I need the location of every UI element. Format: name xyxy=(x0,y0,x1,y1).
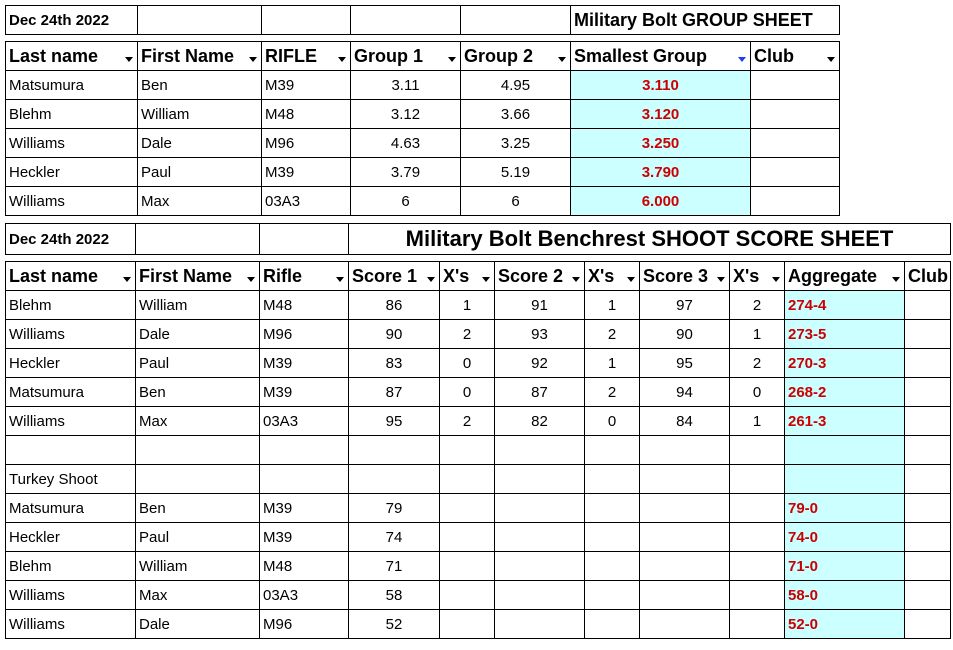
header-x-2[interactable] xyxy=(585,262,640,291)
rifle-cell[interactable]: M96 xyxy=(260,610,349,639)
empty-cell[interactable] xyxy=(730,610,785,639)
empty-cell[interactable] xyxy=(349,436,440,465)
group-1-cell[interactable]: 3.11 xyxy=(351,71,461,100)
filter-dropdown-icon[interactable] xyxy=(336,54,347,65)
header-label: RIFLE xyxy=(265,45,317,66)
table-row xyxy=(6,552,951,581)
rifle-cell[interactable]: M39 xyxy=(260,523,349,552)
spacer xyxy=(6,35,840,42)
x-1-cell[interactable]: 2 xyxy=(440,407,495,436)
last-name-cell[interactable]: Matsumura xyxy=(6,71,138,100)
score-2-cell[interactable]: 91 xyxy=(495,291,585,320)
smallest-group-cell[interactable]: 3.790 xyxy=(571,158,751,187)
cell[interactable] xyxy=(262,6,351,35)
table-row xyxy=(6,100,840,129)
last-name-cell[interactable]: Williams xyxy=(6,610,136,639)
header-x-3[interactable] xyxy=(730,262,785,291)
club-cell[interactable] xyxy=(905,552,951,581)
header-last-name[interactable] xyxy=(6,262,136,291)
rifle-cell[interactable]: M39 xyxy=(260,378,349,407)
group-sheet-title[interactable]: Military Bolt GROUP SHEET xyxy=(571,6,840,35)
score-3-cell[interactable]: 90 xyxy=(640,320,730,349)
empty-cell[interactable] xyxy=(495,494,585,523)
empty-cell[interactable] xyxy=(495,552,585,581)
rifle-cell[interactable]: M48 xyxy=(260,291,349,320)
empty-cell[interactable] xyxy=(905,436,951,465)
cell[interactable] xyxy=(260,224,349,255)
first-name-cell[interactable]: Max xyxy=(136,581,260,610)
score-1-cell[interactable]: 95 xyxy=(349,407,440,436)
club-cell[interactable] xyxy=(905,610,951,639)
empty-cell[interactable] xyxy=(730,523,785,552)
score-3-cell[interactable]: 95 xyxy=(640,349,730,378)
score-3-cell[interactable]: 97 xyxy=(640,291,730,320)
filter-dropdown-icon[interactable] xyxy=(770,274,781,285)
aggregate-cell[interactable]: 79-0 xyxy=(785,494,905,523)
score-1-cell[interactable]: 74 xyxy=(349,523,440,552)
empty-cell[interactable] xyxy=(136,465,260,494)
x-2-cell[interactable]: 2 xyxy=(585,320,640,349)
header-smallest-group[interactable] xyxy=(571,42,751,71)
club-cell[interactable] xyxy=(905,320,951,349)
empty-cell[interactable] xyxy=(440,494,495,523)
last-name-cell[interactable]: Heckler xyxy=(6,523,136,552)
last-name-cell[interactable]: Heckler xyxy=(6,158,138,187)
club-cell[interactable] xyxy=(751,100,840,129)
header-label: Club xyxy=(754,45,794,66)
aggregate-cell[interactable]: 71-0 xyxy=(785,552,905,581)
gap-row xyxy=(6,35,840,42)
table-row xyxy=(6,158,840,187)
rifle-cell[interactable]: M96 xyxy=(262,129,351,158)
score-sheet-title[interactable]: Military Bolt Benchrest SHOOT SCORE SHEET xyxy=(349,224,951,255)
empty-cell[interactable] xyxy=(640,465,730,494)
club-cell[interactable] xyxy=(751,158,840,187)
first-name-cell[interactable]: Paul xyxy=(136,523,260,552)
empty-cell[interactable] xyxy=(640,494,730,523)
aggregate-cell[interactable]: 261-3 xyxy=(785,407,905,436)
club-cell[interactable] xyxy=(905,494,951,523)
first-name-cell[interactable]: Max xyxy=(136,407,260,436)
header-group-2[interactable] xyxy=(461,42,571,71)
table-row xyxy=(6,494,951,523)
smallest-group-cell[interactable]: 3.120 xyxy=(571,100,751,129)
header-label: Group 1 xyxy=(354,45,424,66)
header-score-3[interactable] xyxy=(640,262,730,291)
empty-cell[interactable] xyxy=(495,523,585,552)
group-2-cell[interactable]: 4.95 xyxy=(461,71,571,100)
empty-cell[interactable] xyxy=(730,552,785,581)
x-3-cell[interactable]: 1 xyxy=(730,320,785,349)
score-2-cell[interactable]: 93 xyxy=(495,320,585,349)
rifle-cell[interactable]: M39 xyxy=(260,349,349,378)
empty-cell[interactable] xyxy=(585,581,640,610)
empty-cell[interactable] xyxy=(730,494,785,523)
empty-cell[interactable] xyxy=(440,581,495,610)
club-cell[interactable] xyxy=(905,581,951,610)
first-name-cell[interactable]: William xyxy=(138,100,262,129)
rifle-cell[interactable]: M96 xyxy=(260,320,349,349)
table-row xyxy=(6,187,840,216)
filter-dropdown-icon[interactable] xyxy=(123,54,134,65)
last-name-cell[interactable]: Blehm xyxy=(6,291,136,320)
group-2-cell[interactable]: 3.66 xyxy=(461,100,571,129)
cell[interactable] xyxy=(136,224,260,255)
x-1-cell[interactable]: 0 xyxy=(440,378,495,407)
group-2-cell[interactable]: 3.25 xyxy=(461,129,571,158)
header-label: Score 2 xyxy=(498,265,564,286)
table-row xyxy=(6,129,840,158)
aggregate-cell[interactable]: 274-4 xyxy=(785,291,905,320)
empty-cell[interactable] xyxy=(585,523,640,552)
filter-dropdown-icon[interactable] xyxy=(715,274,726,285)
header-label: Score 3 xyxy=(643,265,709,286)
header-aggregate[interactable] xyxy=(785,262,905,291)
group-title-row xyxy=(6,6,840,35)
rifle-cell[interactable]: M39 xyxy=(260,494,349,523)
empty-cell[interactable] xyxy=(440,436,495,465)
header-label: X's xyxy=(588,265,615,286)
rifle-cell[interactable]: M48 xyxy=(262,100,351,129)
rifle-cell[interactable]: 03A3 xyxy=(260,581,349,610)
sort-active-dropdown-icon[interactable] xyxy=(736,54,747,65)
table-row xyxy=(6,320,951,349)
header-label: Club xyxy=(908,265,948,286)
table-row xyxy=(6,71,840,100)
score-date[interactable]: Dec 24th 2022 xyxy=(6,224,136,255)
score-1-cell[interactable]: 58 xyxy=(349,581,440,610)
header-first-name[interactable] xyxy=(138,42,262,71)
group-1-cell[interactable]: 6 xyxy=(351,187,461,216)
empty-cell[interactable] xyxy=(730,436,785,465)
filter-dropdown-icon[interactable] xyxy=(121,274,132,285)
empty-cell[interactable] xyxy=(440,610,495,639)
blank-row xyxy=(6,436,951,465)
header-label: Aggregate xyxy=(788,265,878,286)
group-2-cell[interactable]: 6 xyxy=(461,187,571,216)
rifle-cell[interactable]: 03A3 xyxy=(262,187,351,216)
group-2-cell[interactable]: 5.19 xyxy=(461,158,571,187)
filter-dropdown-icon[interactable] xyxy=(480,274,491,285)
header-rifle[interactable] xyxy=(260,262,349,291)
score-3-cell[interactable]: 84 xyxy=(640,407,730,436)
club-cell[interactable] xyxy=(905,523,951,552)
x-2-cell[interactable]: 1 xyxy=(585,291,640,320)
aggregate-cell[interactable]: 52-0 xyxy=(785,610,905,639)
header-label: Score 1 xyxy=(352,265,418,286)
empty-cell[interactable] xyxy=(495,581,585,610)
club-cell[interactable] xyxy=(751,71,840,100)
last-name-cell[interactable]: Blehm xyxy=(6,552,136,581)
empty-cell[interactable] xyxy=(640,610,730,639)
empty-cell[interactable] xyxy=(6,436,136,465)
club-cell[interactable] xyxy=(905,378,951,407)
filter-dropdown-icon[interactable] xyxy=(425,274,436,285)
empty-cell[interactable] xyxy=(730,581,785,610)
last-name-cell[interactable]: Williams xyxy=(6,581,136,610)
rifle-cell[interactable]: M39 xyxy=(262,158,351,187)
table-row xyxy=(6,291,951,320)
score-1-cell[interactable]: 87 xyxy=(349,378,440,407)
aggregate-cell[interactable]: 58-0 xyxy=(785,581,905,610)
first-name-cell[interactable]: Dale xyxy=(136,610,260,639)
empty-cell[interactable] xyxy=(349,465,440,494)
table-row xyxy=(6,610,951,639)
empty-cell[interactable] xyxy=(440,552,495,581)
empty-cell[interactable] xyxy=(440,523,495,552)
filter-dropdown-icon[interactable] xyxy=(890,274,901,285)
empty-cell[interactable] xyxy=(260,436,349,465)
first-name-cell[interactable]: Paul xyxy=(136,349,260,378)
score-2-cell[interactable]: 92 xyxy=(495,349,585,378)
score-1-cell[interactable]: 90 xyxy=(349,320,440,349)
x-3-cell[interactable]: 1 xyxy=(730,407,785,436)
aggregate-cell[interactable]: 273-5 xyxy=(785,320,905,349)
header-label: First Name xyxy=(139,265,233,286)
score-2-cell[interactable]: 82 xyxy=(495,407,585,436)
empty-cell[interactable] xyxy=(585,552,640,581)
group-sheet-table xyxy=(5,5,840,216)
smallest-group-cell[interactable]: 3.250 xyxy=(571,129,751,158)
first-name-cell[interactable]: Dale xyxy=(136,320,260,349)
score-2-cell[interactable]: 87 xyxy=(495,378,585,407)
table-row xyxy=(6,349,951,378)
header-first-name[interactable] xyxy=(136,262,260,291)
x-3-cell[interactable]: 2 xyxy=(730,349,785,378)
x-1-cell[interactable]: 1 xyxy=(440,291,495,320)
gap-row xyxy=(6,255,951,262)
last-name-cell[interactable]: Heckler xyxy=(6,349,136,378)
empty-cell[interactable] xyxy=(785,436,905,465)
empty-cell[interactable] xyxy=(440,465,495,494)
table-row xyxy=(6,581,951,610)
header-label: X's xyxy=(733,265,760,286)
empty-cell[interactable] xyxy=(640,436,730,465)
empty-cell[interactable] xyxy=(585,494,640,523)
x-3-cell[interactable]: 0 xyxy=(730,378,785,407)
filter-dropdown-icon[interactable] xyxy=(247,54,258,65)
club-cell[interactable] xyxy=(905,407,951,436)
score-1-cell[interactable]: 71 xyxy=(349,552,440,581)
header-club[interactable] xyxy=(751,42,840,71)
score-1-cell[interactable]: 79 xyxy=(349,494,440,523)
empty-cell[interactable] xyxy=(260,465,349,494)
x-3-cell[interactable]: 2 xyxy=(730,291,785,320)
cell[interactable] xyxy=(461,6,571,35)
last-name-cell[interactable]: Blehm xyxy=(6,100,138,129)
first-name-cell[interactable]: Dale xyxy=(138,129,262,158)
x-1-cell[interactable]: 0 xyxy=(440,349,495,378)
x-2-cell[interactable]: 1 xyxy=(585,349,640,378)
last-name-cell[interactable]: Matsumura xyxy=(6,378,136,407)
empty-cell[interactable] xyxy=(905,465,951,494)
empty-cell[interactable] xyxy=(585,465,640,494)
header-label: Last name xyxy=(9,45,99,66)
first-name-cell[interactable]: Paul xyxy=(138,158,262,187)
header-label: Rifle xyxy=(263,265,303,286)
group-1-cell[interactable]: 4.63 xyxy=(351,129,461,158)
first-name-cell[interactable]: William xyxy=(136,552,260,581)
smallest-group-cell[interactable]: 3.110 xyxy=(571,71,751,100)
header-score-2[interactable] xyxy=(495,262,585,291)
empty-cell[interactable] xyxy=(640,523,730,552)
turkey-shoot-label[interactable]: Turkey Shoot xyxy=(6,465,136,494)
header-rifle[interactable] xyxy=(262,42,351,71)
header-last-name[interactable] xyxy=(6,42,138,71)
first-name-cell[interactable]: Ben xyxy=(136,494,260,523)
rifle-cell[interactable]: M48 xyxy=(260,552,349,581)
filter-dropdown-icon[interactable] xyxy=(334,274,345,285)
score-1-cell[interactable]: 86 xyxy=(349,291,440,320)
turkey-label-row xyxy=(6,465,951,494)
header-label: First Name xyxy=(141,45,235,66)
score-1-cell[interactable]: 83 xyxy=(349,349,440,378)
cell[interactable] xyxy=(138,6,262,35)
aggregate-cell[interactable]: 268-2 xyxy=(785,378,905,407)
filter-dropdown-icon[interactable] xyxy=(556,54,567,65)
club-cell[interactable] xyxy=(751,129,840,158)
x-2-cell[interactable]: 2 xyxy=(585,378,640,407)
empty-cell[interactable] xyxy=(495,610,585,639)
score-header-row xyxy=(6,262,951,291)
group-header-row xyxy=(6,42,840,71)
club-cell[interactable] xyxy=(751,187,840,216)
first-name-cell[interactable]: Max xyxy=(138,187,262,216)
filter-dropdown-icon[interactable] xyxy=(446,54,457,65)
empty-cell[interactable] xyxy=(585,436,640,465)
score-sheet-table xyxy=(5,223,951,639)
club-cell[interactable] xyxy=(905,291,951,320)
last-name-cell[interactable]: Matsumura xyxy=(6,494,136,523)
spacer xyxy=(6,255,951,262)
empty-cell[interactable] xyxy=(495,465,585,494)
header-label: Last name xyxy=(9,265,99,286)
smallest-group-cell[interactable]: 6.000 xyxy=(571,187,751,216)
last-name-cell[interactable]: Williams xyxy=(6,407,136,436)
empty-cell[interactable] xyxy=(495,436,585,465)
filter-dropdown-icon[interactable] xyxy=(825,54,836,65)
filter-dropdown-icon[interactable] xyxy=(570,274,581,285)
club-cell[interactable] xyxy=(905,349,951,378)
first-name-cell[interactable]: Ben xyxy=(138,71,262,100)
rifle-cell[interactable]: M39 xyxy=(262,71,351,100)
header-x-1[interactable] xyxy=(440,262,495,291)
rifle-cell[interactable]: 03A3 xyxy=(260,407,349,436)
aggregate-cell[interactable]: 74-0 xyxy=(785,523,905,552)
score-title-row xyxy=(6,224,951,255)
first-name-cell[interactable]: Ben xyxy=(136,378,260,407)
empty-cell[interactable] xyxy=(136,436,260,465)
empty-cell[interactable] xyxy=(640,552,730,581)
x-1-cell[interactable]: 2 xyxy=(440,320,495,349)
empty-cell[interactable] xyxy=(585,610,640,639)
group-1-cell[interactable]: 3.79 xyxy=(351,158,461,187)
first-name-cell[interactable]: William xyxy=(136,291,260,320)
aggregate-cell[interactable]: 270-3 xyxy=(785,349,905,378)
header-label: X's xyxy=(443,265,470,286)
empty-cell[interactable] xyxy=(730,465,785,494)
score-1-cell[interactable]: 52 xyxy=(349,610,440,639)
table-row xyxy=(6,378,951,407)
group-1-cell[interactable]: 3.12 xyxy=(351,100,461,129)
empty-cell[interactable] xyxy=(640,581,730,610)
filter-dropdown-icon[interactable] xyxy=(245,274,256,285)
header-group-1[interactable] xyxy=(351,42,461,71)
last-name-cell[interactable]: Williams xyxy=(6,187,138,216)
group-date[interactable]: Dec 24th 2022 xyxy=(6,6,138,35)
table-row xyxy=(6,407,951,436)
empty-cell[interactable] xyxy=(785,465,905,494)
x-2-cell[interactable]: 0 xyxy=(585,407,640,436)
header-score-1[interactable] xyxy=(349,262,440,291)
score-3-cell[interactable]: 94 xyxy=(640,378,730,407)
header-club[interactable] xyxy=(905,262,951,291)
cell[interactable] xyxy=(351,6,461,35)
filter-dropdown-icon[interactable] xyxy=(625,274,636,285)
last-name-cell[interactable]: Williams xyxy=(6,129,138,158)
header-label: Smallest Group xyxy=(574,45,708,66)
last-name-cell[interactable]: Williams xyxy=(6,320,136,349)
header-label: Group 2 xyxy=(464,45,534,66)
table-row xyxy=(6,523,951,552)
